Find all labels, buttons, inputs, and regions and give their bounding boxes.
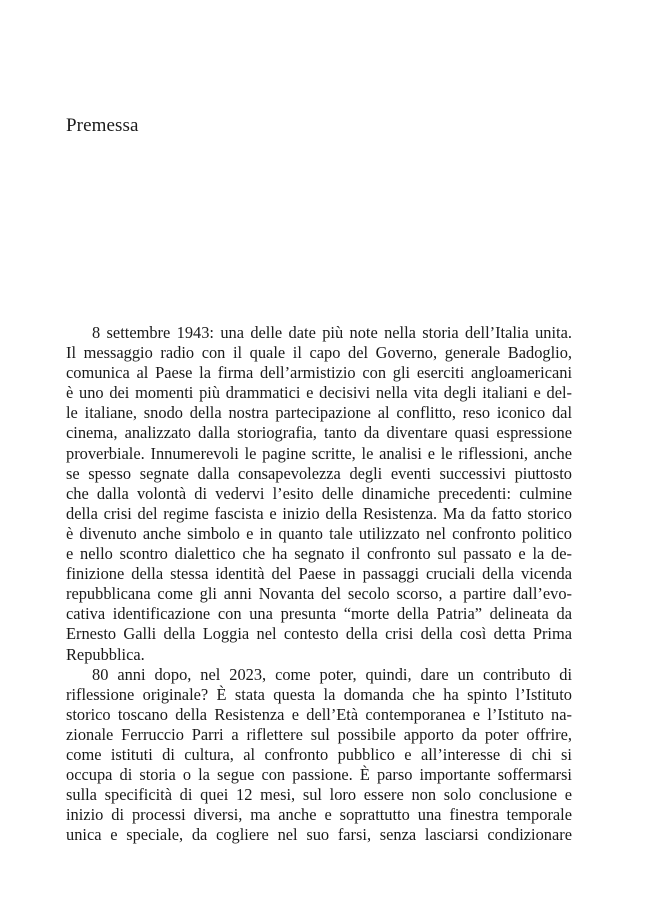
text-line: della crisi del regime fascista e inizio della Resistenza. Ma da fatto storico: [66, 503, 572, 523]
text-line: e nello scontro dialettico che ha segnato il confronto sul passato e la de-: [66, 544, 572, 564]
text-line: è uno dei momenti più drammatici e decisivi nella vita degli italiani e del-: [66, 383, 572, 403]
text-line: occupa di storia o la segue con passione. È parso importante soffermarsi: [66, 765, 572, 785]
text-line: finizione della stessa identità del Paese in passaggi cruciali della vicenda: [66, 564, 572, 584]
paragraph-1: [66, 323, 572, 665]
text-line: zionale Ferruccio Parri a riflettere sul possibile apporto da poter offrire,: [66, 724, 572, 744]
text-line: sulla specificità di quei 12 mesi, sul loro essere non solo conclusione e: [66, 785, 572, 805]
text-line: 8 settembre 1943: una delle date più note nella storia dell’Italia unita.: [92, 323, 572, 342]
chapter-title: Premessa: [66, 115, 139, 136]
text-line: se spesso segnate dalla consapevolezza degli eventi successivi piuttosto: [66, 463, 572, 483]
text-line: come istituti di cultura, al confronto pubblico e all’interesse di chi si: [66, 744, 572, 764]
text-line: Repubblica.: [66, 644, 145, 664]
text-line: le italiane, snodo della nostra partecipazione al conflitto, reso iconico dal: [66, 403, 572, 423]
text-line: unica e speciale, da cogliere nel suo farsi, senza lasciarsi condizionare: [66, 825, 572, 845]
text-line: cinema, analizzato dalla storiografia, tanto da diventare quasi espressione: [66, 423, 572, 443]
text-line: storico toscano della Resistenza e dell’Età contemporanea e l’Istituto na-: [66, 704, 572, 724]
text-line: Il messaggio radio con il quale il capo del Governo, generale Badoglio,: [66, 343, 572, 363]
text-line: 80 anni dopo, nel 2023, come poter, quindi, dare un contributo di: [92, 664, 572, 684]
text-line: proverbiale. Innumerevoli le pagine scritte, le analisi e le riflessioni, anche: [66, 443, 572, 463]
text-line: è divenuto anche simbolo e in quanto tale utilizzato nel confronto politico: [66, 523, 572, 543]
text-line: cativa identificazione con una presunta “morte della Patria” delineata da: [66, 604, 572, 624]
text-line: Ernesto Galli della Loggia nel contesto della crisi della così detta Prima: [66, 624, 572, 644]
text-line: inizio di processi diversi, ma anche e soprattutto una finestra temporale: [66, 805, 572, 825]
text-line: riflessione originale? È stata questa la domanda che ha spinto l’Istituto: [66, 684, 572, 704]
body-text: [66, 323, 572, 845]
text-line: repubblicana come gli anni Novanta del secolo scorso, a partire dall’evo-: [66, 584, 572, 604]
text-line: comunica al Paese la firma dell’armistizio con gli eserciti angloamericani: [66, 363, 572, 383]
paragraph-2: [66, 665, 572, 846]
text-line: che dalla volontà di vedervi l’esito delle dinamiche precedenti: culmine: [66, 483, 572, 503]
